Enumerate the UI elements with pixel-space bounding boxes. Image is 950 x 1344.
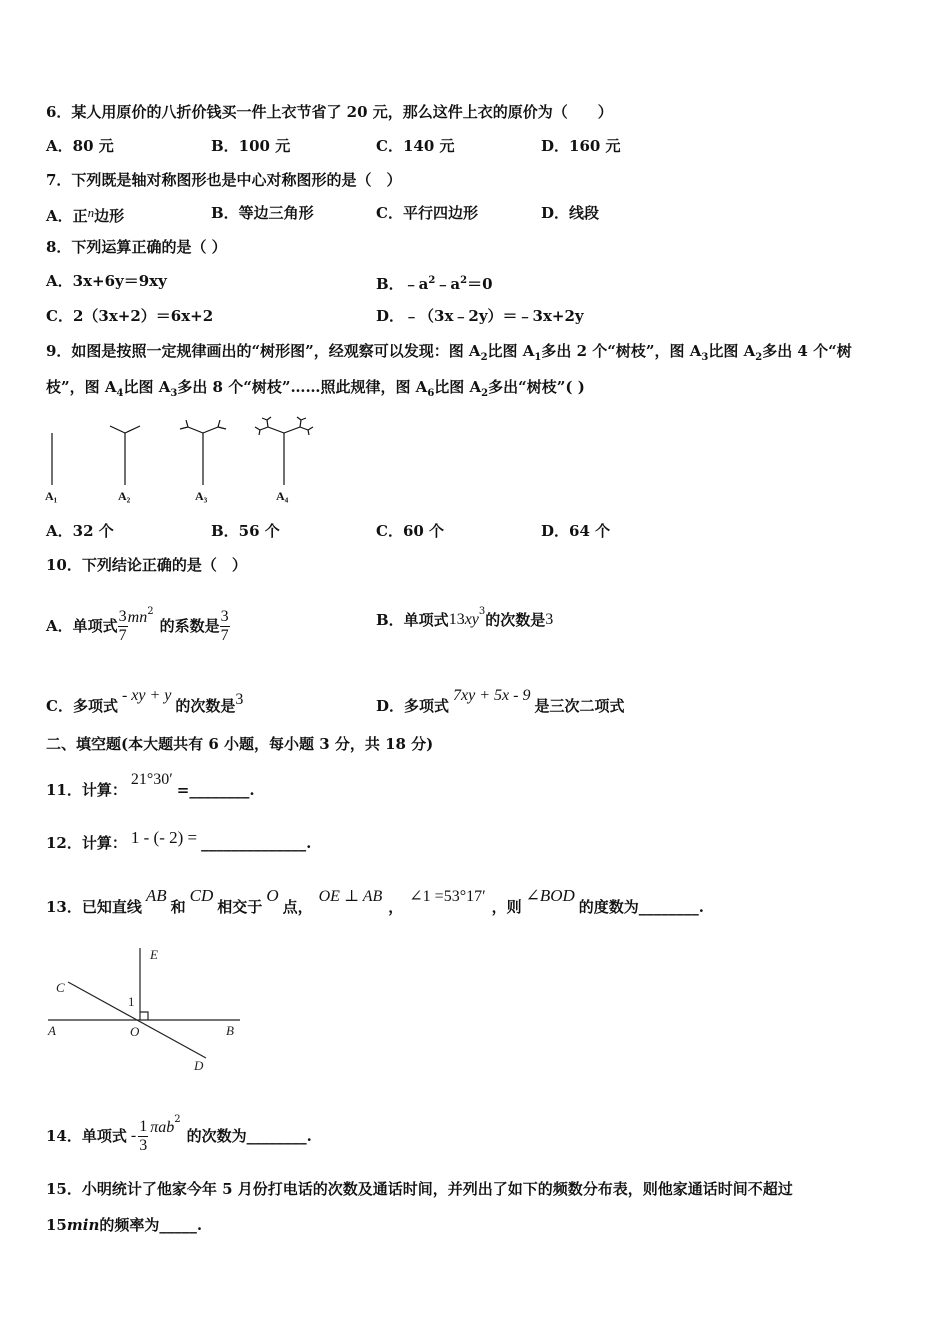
q10-option-c: C．多项式- xy + y的次数是3 — [46, 687, 244, 715]
q7-option-c: C．平行四边形 — [376, 204, 478, 222]
q8-stem: 8．下列运算正确的是（ ） — [46, 238, 227, 256]
q8-option-d: D．﹣（3x﹣2y）＝﹣3x+2y — [376, 307, 584, 325]
right-angle-mark — [140, 1012, 148, 1020]
q11: 11．计算：21°30′=________. — [46, 771, 255, 799]
label-o: O — [130, 1024, 140, 1039]
section2-heading: 二、填空题(本大题共有 6 小题，每小题 3 分，共 18 分) — [46, 735, 434, 753]
label-c: C — [56, 980, 65, 995]
q10-option-d: D．多项式7xy + 5x - 9是三次二项式 — [376, 687, 625, 715]
q14: 14．单项式 - $\frac{1}{3}$ πab$^2$的次数为________. — [46, 1114, 312, 1154]
tree-label-a1: A₁ — [45, 489, 58, 503]
label-1: 1 — [128, 994, 135, 1009]
q15-line1: 15．小明统计了他家今年 5 月份打电话的次数及通话时间，并列出了如下的频数分布表，则他家通话时间不超过 — [46, 1180, 793, 1198]
q6-option-b: B．100 元 — [211, 137, 291, 155]
q10-option-b: B．单项式$13xy^3$的次数是3 — [376, 606, 554, 629]
q6-option-a: A．80 元 — [46, 137, 114, 155]
q6-option-d: D．160 元 — [541, 137, 621, 155]
tree-label-a2: A₂ — [118, 489, 131, 503]
q9-tree-figure — [40, 415, 340, 507]
label-b: B — [226, 1023, 234, 1038]
q15-line2: 15min的频率为_____. — [46, 1216, 203, 1234]
q7-option-d: D．线段 — [541, 204, 600, 222]
q9-option-a: A．32 个 — [46, 522, 114, 540]
q10-option-a: A．单项式 $\frac{3}{7}$ $mn^2$的系数是 $\frac{3}{7}$ — [46, 606, 229, 644]
q6-stem: 6．某人用原价的八折价钱买一件上衣节省了 20 元，那么这件上衣的原价为（ ） — [46, 103, 613, 121]
q9-stem-line1: 9．如图是按照一定规律画出的“树形图”，经观察可以发现：图 $A_2$比图 $A_1$多出 2 个“树枝”，图 $A_3$比图 $A_2$多出 4 个“树 — [46, 342, 852, 363]
q7-option-b: B．等边三角形 — [211, 204, 314, 222]
q9-stem-line2: 枝”，图 $A_4$比图 $A_3$多出 8 个“树枝”……照此规律，图 $A_6$比图 $A_2$多出“树枝”( ) — [46, 378, 585, 399]
label-d: D — [194, 1058, 204, 1073]
tree-label-a3: A₃ — [195, 489, 208, 503]
q6-option-c: C．140 元 — [376, 137, 455, 155]
q9-option-d: D．64 个 — [541, 522, 611, 540]
q8-option-b: B．$﹣a^2﹣a^2=0$ — [376, 275, 493, 293]
q8-option-a: A．3x+6y＝9xy — [46, 272, 167, 290]
tree-label-a4: A₄ — [276, 489, 289, 503]
q13-stem: 13．已知直线AB和CD相交于O点，OE ⊥ AB，∠1 =53°17′，则∠BOD的度数为________. — [46, 886, 705, 916]
q7-stem: 7．下列既是轴对称图形也是中心对称图形的是（ ） — [46, 171, 402, 189]
q9-option-c: C．60 个 — [376, 522, 445, 540]
q7-option-a: A．正n边形 — [46, 205, 125, 225]
q12: 12．计算： 1 - (- 2) = ______________. — [46, 828, 312, 852]
label-a: A — [48, 1023, 56, 1038]
q8-option-c: C．2（3x+2）＝6x+2 — [46, 307, 214, 325]
q10-stem: 10．下列结论正确的是（ ） — [46, 556, 247, 574]
label-e: E — [150, 947, 158, 962]
q13-figure — [40, 940, 250, 1080]
q9-option-b: B．56 个 — [211, 522, 280, 540]
